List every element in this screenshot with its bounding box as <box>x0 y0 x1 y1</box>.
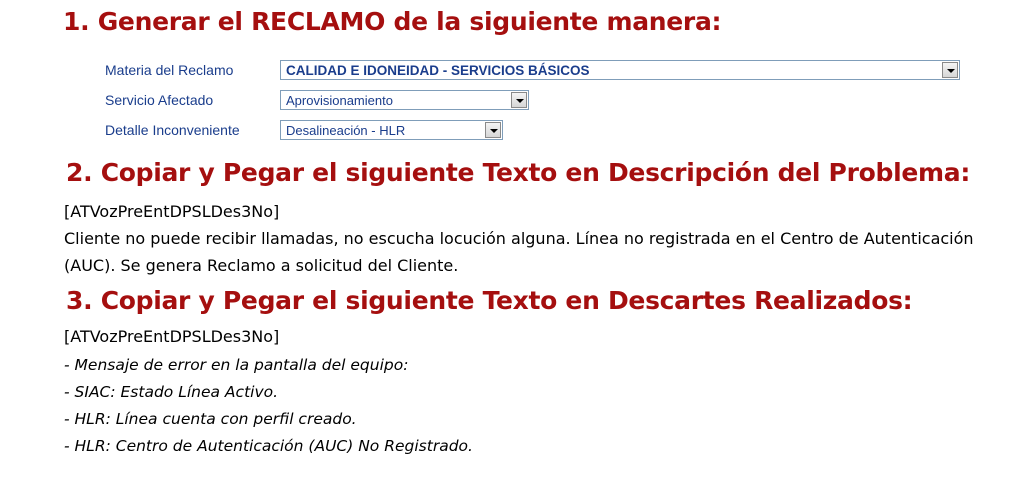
materia-reclamo-select[interactable] <box>280 60 960 80</box>
list-item: - SIAC: Estado Línea Activo. <box>64 379 473 406</box>
chevron-down-icon[interactable] <box>485 122 501 138</box>
materia-reclamo-value: CALIDAD E IDONEIDAD - SERVICIOS BÁSICOS <box>286 63 590 78</box>
list-item: - HLR: Centro de Autenticación (AUC) No Registrado. <box>64 433 473 460</box>
chevron-down-icon[interactable] <box>942 62 958 78</box>
servicio-afectado-value: Aprovisionamiento <box>286 93 393 108</box>
problem-description: Cliente no puede recibir llamadas, no escucha locución alguna. Línea no registrada en el Centro de Autenticación (AUC). Se genera Reclamo a solicitud del Cliente. <box>64 229 974 275</box>
step3-heading: 3. Copiar y Pegar el siguiente Texto en Descartes Realizados: <box>66 286 913 315</box>
step2-code: [ATVozPreEntDPSLDes3No] <box>64 202 280 221</box>
materia-reclamo-label: Materia del Reclamo <box>105 62 234 78</box>
detalle-inconveniente-value: Desalineación - HLR <box>286 123 406 138</box>
list-item: - Mensaje de error en la pantalla del equipo: <box>64 352 473 379</box>
step2-heading: 2. Copiar y Pegar el siguiente Texto en Descripción del Problema: <box>66 158 971 187</box>
chevron-down-icon[interactable] <box>511 92 527 108</box>
servicio-afectado-select[interactable] <box>280 90 529 110</box>
list-item: - HLR: Línea cuenta con perfil creado. <box>64 406 473 433</box>
detalle-inconveniente-select[interactable] <box>280 120 503 140</box>
servicio-afectado-label: Servicio Afectado <box>105 92 214 108</box>
discards-list <box>64 352 473 460</box>
step1-heading: 1. Generar el RECLAMO de la siguiente manera: <box>63 7 722 36</box>
step3-code: [ATVozPreEntDPSLDes3No] <box>64 327 280 346</box>
detalle-inconveniente-label: Detalle Inconveniente <box>105 122 240 138</box>
